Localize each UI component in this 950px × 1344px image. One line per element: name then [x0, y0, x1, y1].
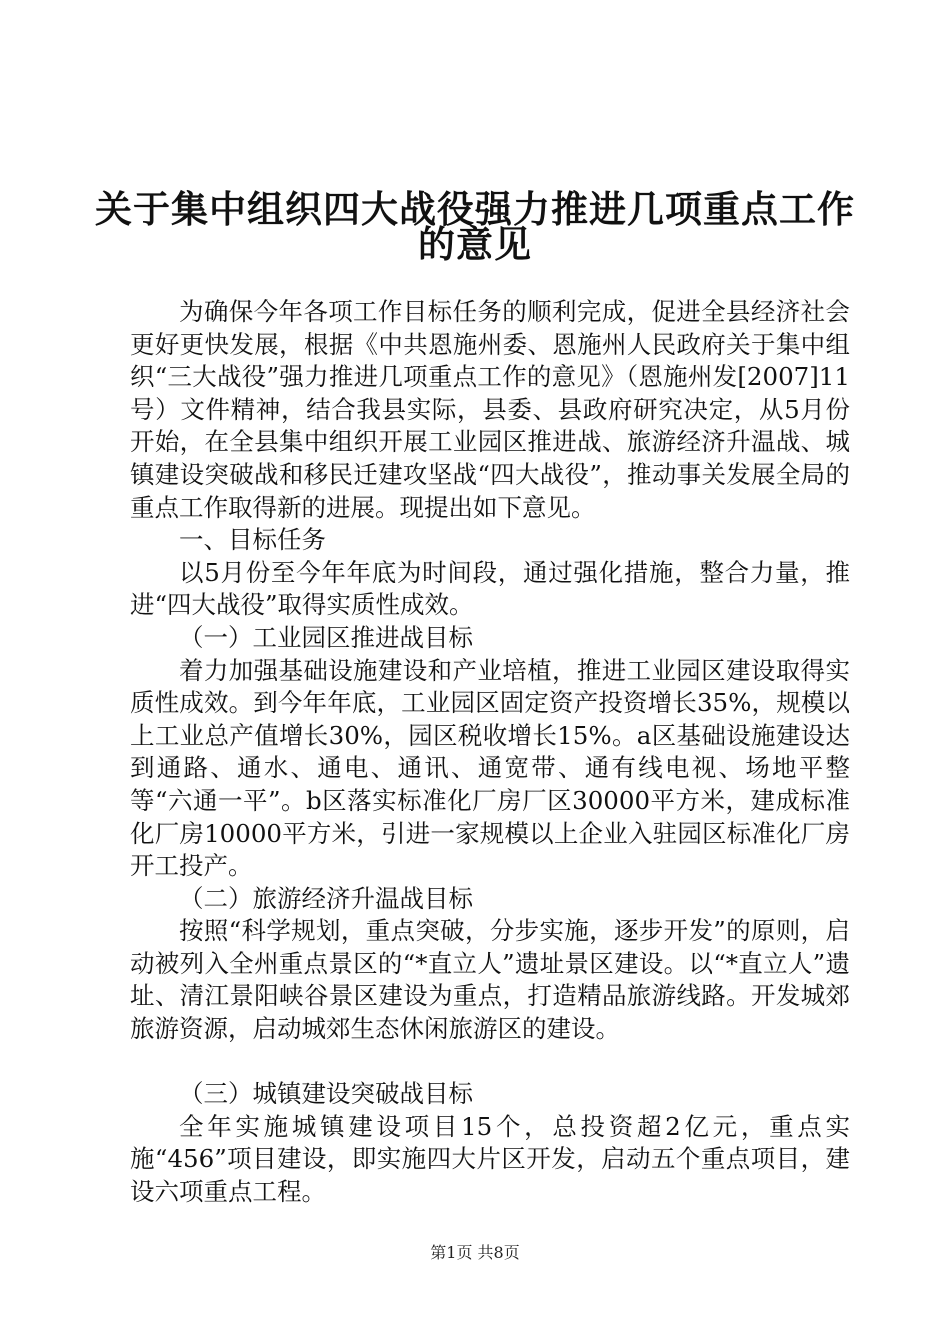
subheading-urban-construction: （三）城镇建设突破战目标	[179, 1079, 473, 1109]
subheading-industrial-park: （一）工业园区推进战目标	[179, 622, 473, 652]
goals-paragraph: 以5月份至今年年底为时间段，通过强化措施，整合力量，推进“四大战役”取得实质性成效。	[130, 557, 850, 620]
document-body	[130, 296, 850, 1209]
subheading-tourism: （二）旅游经济升温战目标	[179, 883, 473, 913]
document-title-line-2: 的意见	[418, 223, 532, 266]
urban-construction-paragraph: 全年实施城镇建设项目15个，总投资超2亿元，重点实施“456”项目建设，即实施四大片区开发，启动五个重点项目，建设六项重点工程。	[130, 1111, 850, 1207]
paragraph-spacer	[130, 1046, 850, 1079]
document-title-line-1: 关于集中组织四大战役强力推进几项重点工作	[95, 188, 855, 231]
page-number-footer: 第1页 共8页	[430, 1243, 520, 1262]
tourism-paragraph: 按照“科学规划，重点突破，分步实施，逐步开发”的原则，启动被列入全州重点景区的“*直立人”遗址景区建设。以“*直立人”遗址、清江景阳峡谷景区建设为重点，打造精品旅游线路。开发城郊旅游资源，启动城郊生态休闲旅游区的建设。	[130, 916, 850, 1044]
intro-paragraph: 为确保今年各项工作目标任务的顺利完成，促进全县经济社会更好更快发展，根据《中共恩施州委、恩施州人民政府关于集中组织“三大战役”强力推进几项重点工作的意见》（恩施州发[2007]11号）文件精神，结合我县实际，县委、县政府研究决定，从5月份开始，在全县集中组织开展工业园区推进战、旅游经济升温战、城镇建设突破战和移民迁建攻坚战“四大战役”，推动事关发展全局的重点工作取得新的进展。现提出如下意见。	[130, 297, 850, 522]
section-heading-goals: 一、目标任务	[179, 525, 326, 555]
industrial-park-paragraph: 着力加强基础设施建设和产业培植，推进工业园区建设取得实质性成效。到今年年底，工业园区固定资产投资增长35%，规模以上工业总产值增长30%，园区税收增长15%。a区基础设施建设达到通路、通水、通电、通讯、通宽带、通有线电视、场地平整等“六通一平”。b区落实标准化厂房厂区30000平方米，建成标准化厂房10000平方米，引进一家规模以上企业入驻园区标准化厂房开工投产。	[130, 655, 850, 881]
